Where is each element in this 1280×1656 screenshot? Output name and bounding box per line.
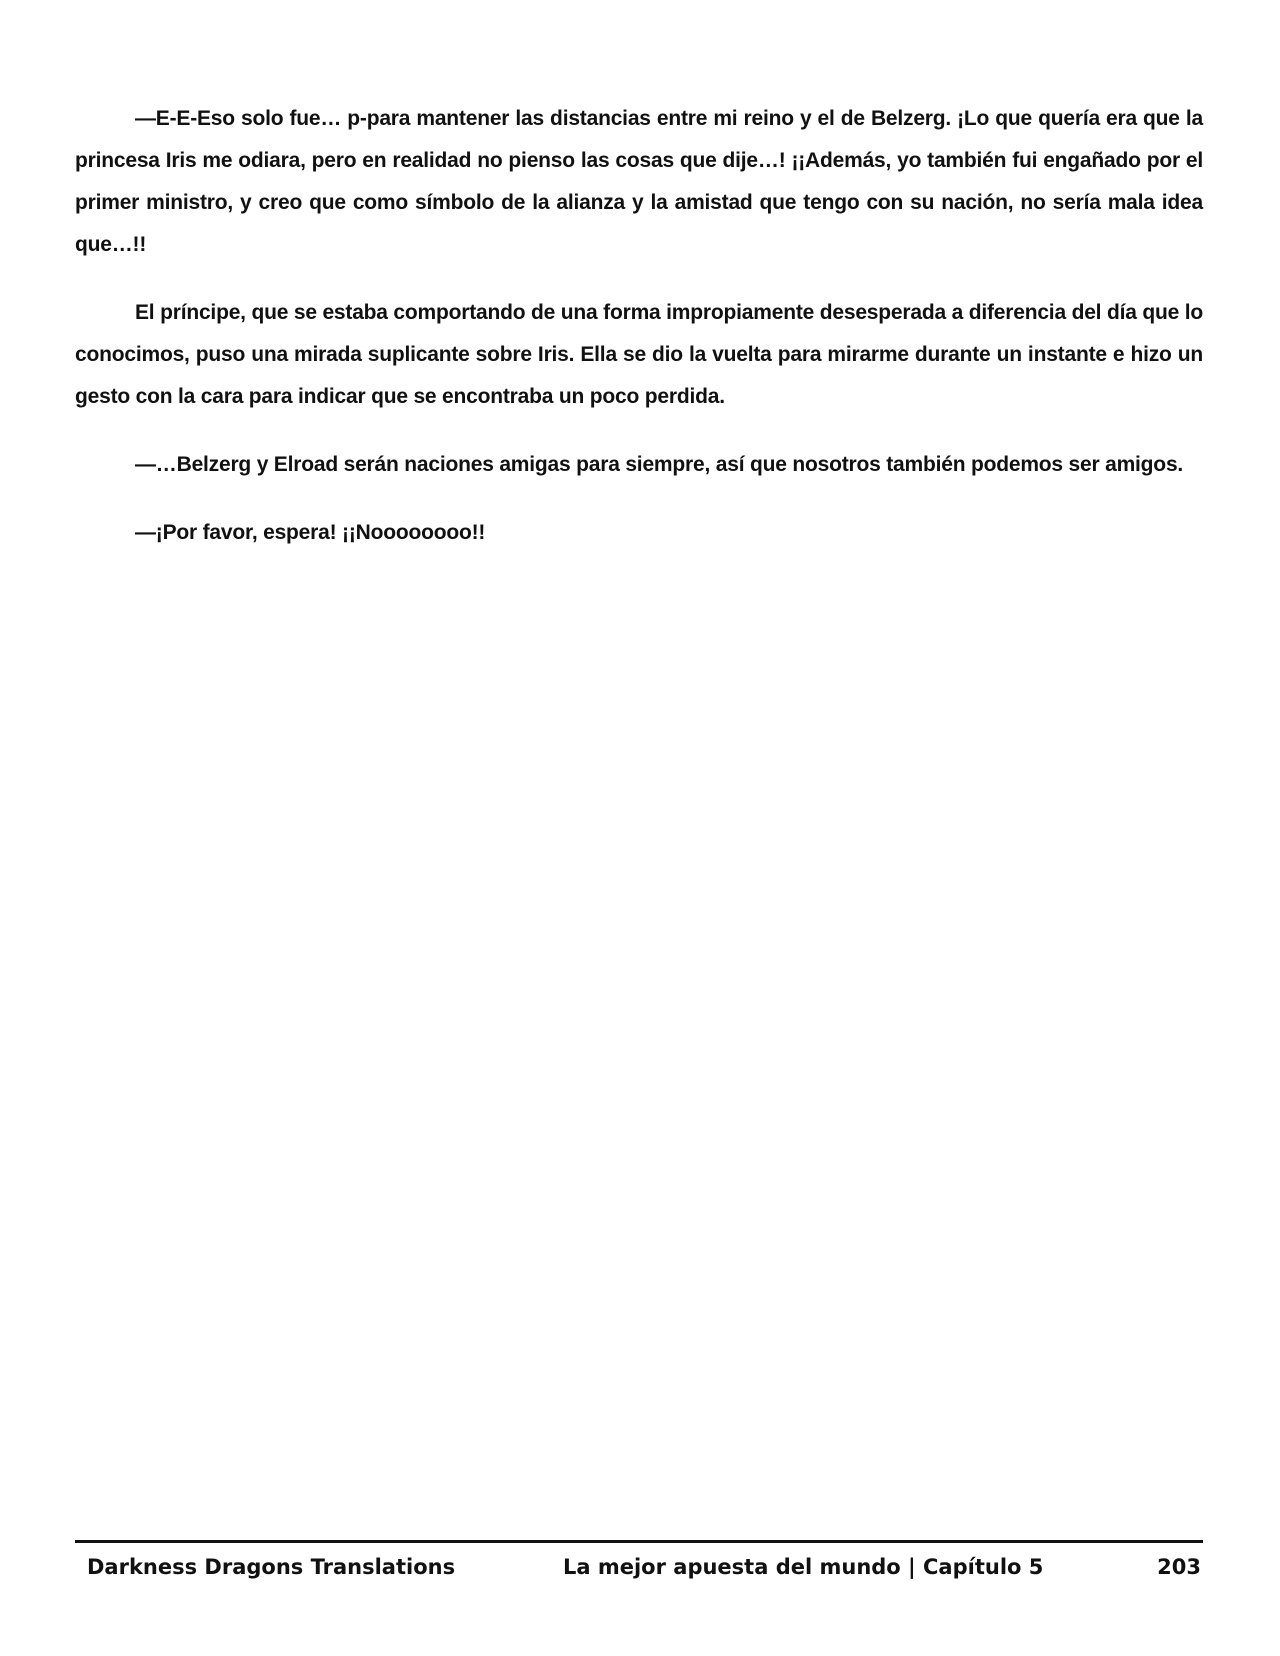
paragraph-4: —¡Por favor, espera! ¡¡Noooooooo!! [135, 521, 486, 544]
page-number: 203 [1157, 1555, 1201, 1579]
paragraph-2: El príncipe, que se estaba comportando de una forma impropiamente desesperada a diferencia del día que lo conocimos, puso una mirada suplicante sobre Iris. Ella se dio la vuelta para mirarme durante un instante e hizo un gesto con la cara para indicar que se encontraba un poco perdida. [75, 301, 1203, 408]
paragraph-3: —…Belzerg y Elroad serán naciones amigas para siempre, así que nosotros también podemos ser amigos. [135, 453, 1184, 476]
footer-chapter-title: La mejor apuesta del mundo | Capítulo 5 [563, 1555, 1044, 1579]
footer-publisher: Darkness Dragons Translations [87, 1555, 456, 1579]
page-footer [75, 1552, 1203, 1582]
body-text [75, 98, 1203, 580]
paragraph-1: —E-E-Eso solo fue… p-para mantener las distancias entre mi reino y el de Belzerg. ¡Lo que quería era que la princesa Iris me odiara, pero en realidad no pienso las cosas que dije…! ¡¡Además, yo también fui engañado por el primer ministro, y creo que como símbolo de la alianza y la amistad que tengo con su nación, no sería mala idea que…!! [75, 107, 1203, 256]
footer-divider [75, 1540, 1203, 1543]
